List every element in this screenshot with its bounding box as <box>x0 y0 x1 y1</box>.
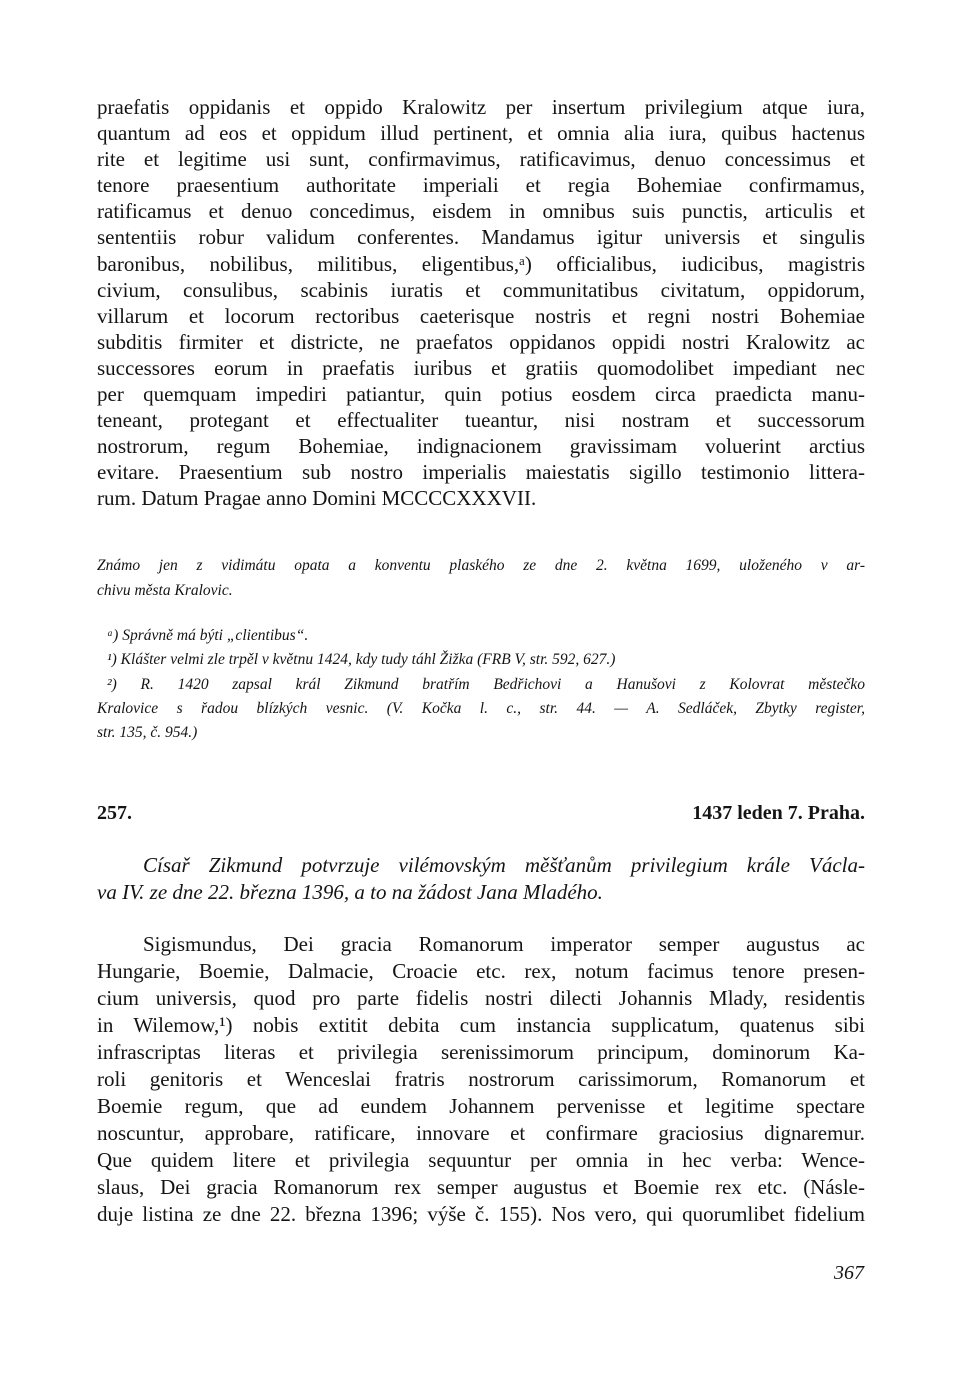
main-text-continued <box>97 94 865 512</box>
footnote-2: ²) R. 1420 zapsal král Zikmund bratřím Bedřichovi a Hanušovi z Kolovrat městečko <box>107 675 865 693</box>
text-line: rum. Datum Pragae anno Domini MCCCCXXXVII. <box>97 486 537 511</box>
document-number: 257. <box>97 802 132 824</box>
text-line: praefatis oppidanis et oppido Kralowitz per insertum privilegium atque iura, <box>97 95 865 119</box>
regest-line: Císař Zikmund potvrzuje vilémovským měšťanům privilegium krále Václa- <box>143 853 865 877</box>
text-line: rite et legitime usi sunt, confirmavimus, ratificavimus, denuo concessimus et <box>97 147 865 172</box>
document-heading <box>97 802 865 830</box>
text-line: per quemquam impediri patiantur, quin potius eosdem circa praedicta manu- <box>97 382 865 407</box>
text-line: Hungarie, Boemie, Dalmacie, Croacie etc. rex, notum facimus tenore presen- <box>97 959 865 983</box>
footnote-2-cont: Kralovice s řadou blízkých vesnic. (V. Kočka l. c., str. 44. — A. Sedláček, Zbytky register, <box>97 699 865 717</box>
text-line: Boemie regum, que ad eundem Johannem pervenisse et legitime spectare <box>97 1094 865 1118</box>
text-line: duje listina ze dne 22. března 1396; výše č. 155). Nos vero, qui quorumlibet fidelium <box>97 1202 865 1226</box>
text-line: sententiis robur validum conferentes. Mandamus igitur universis et singulis <box>97 225 865 250</box>
footnote-2-cont: str. 135, č. 954.) <box>97 724 198 742</box>
document-date: 1437 leden 7. Praha. <box>692 802 865 824</box>
text-line: teneant, protegant et effectualiter tueantur, nisi nostram et successorum <box>97 408 865 433</box>
footnote-1: ¹) Klášter velmi zle trpěl v květnu 1424, kdy tudy táhl Žižka (FRB V, str. 592, 627.) <box>107 651 616 669</box>
regest-line: va IV. ze dne 22. března 1396, a to na žádost Jana Mladého. <box>97 880 603 904</box>
text-line: slaus, Dei gracia Romanorum rex semper augustus et Boemie rex etc. (Násle- <box>97 1175 865 1199</box>
page-number: 367 <box>834 1262 864 1284</box>
text-line: cium universis, quod pro parte fidelis nostri dilecti Johannis Mlady, residentis <box>97 986 865 1010</box>
note-line: Známo jen z vidimátu opata a konventu plaského ze dne 2. května 1699, uloženého v ar- <box>97 557 865 574</box>
text-line: Que quidem litere et privilegia sequuntur per omnia in hec verba: Wence- <box>97 1148 865 1172</box>
footnote-a: ᵃ) Správně má býti „clientibus“. <box>107 627 309 644</box>
text-line: in Wilemow,¹) nobis extitit debita cum instancia supplicatum, quatenus sibi <box>97 1013 865 1037</box>
text-line: civium, consulibus, scabinis iuratis et communitatibus civitatum, oppidorum, <box>97 277 865 302</box>
note-line: chivu města Kralovic. <box>97 582 233 599</box>
text-line: nostrorum, regum Bohemiae, indignacionem gravissimam voluerint arctius <box>97 434 865 459</box>
source-note <box>97 553 865 603</box>
text-line: roli genitoris et Wenceslai fratris nostrorum carissimorum, Romanorum et <box>97 1067 865 1091</box>
text-line: ratificamus et denuo concedimus, eisdem in omnibus suis punctis, articulis et <box>97 199 865 224</box>
text-line: baronibus, nobilibus, militibus, eligentibus,ᵃ) officialibus, iudicibus, magistris <box>97 251 865 276</box>
text-line: quantum ad eos et oppidum illud pertinent, et omnia alia iura, quibus hactenus <box>97 121 865 146</box>
regest <box>97 852 865 906</box>
text-line: noscuntur, approbare, ratificare, innovare et confirmare graciosius dignaremur. <box>97 1121 865 1145</box>
text-line: tenore praesentium authoritate imperiali et regia Bohemiae confirmamus, <box>97 173 865 198</box>
text-line: successores eorum in praefatis iuribus et gratiis quomodolibet impediant nec <box>97 355 865 380</box>
text-line: subditis firmiter et districte, ne praefatos oppidanos oppidi nostri Kralowitz ac <box>97 329 865 354</box>
text-line: evitare. Praesentium sub nostro imperialis maiestatis sigillo testimonio littera- <box>97 460 865 485</box>
footnotes <box>97 624 865 745</box>
text-line: infrascriptas literas et privilegia serenissimorum principum, dominorum Ka- <box>97 1040 865 1064</box>
text-line: villarum et locorum rectoribus caeterisque nostris et regni nostri Bohemiae <box>97 303 865 328</box>
charter-text <box>97 931 865 1228</box>
text-line: Sigismundus, Dei gracia Romanorum imperator semper augustus ac <box>143 932 865 956</box>
